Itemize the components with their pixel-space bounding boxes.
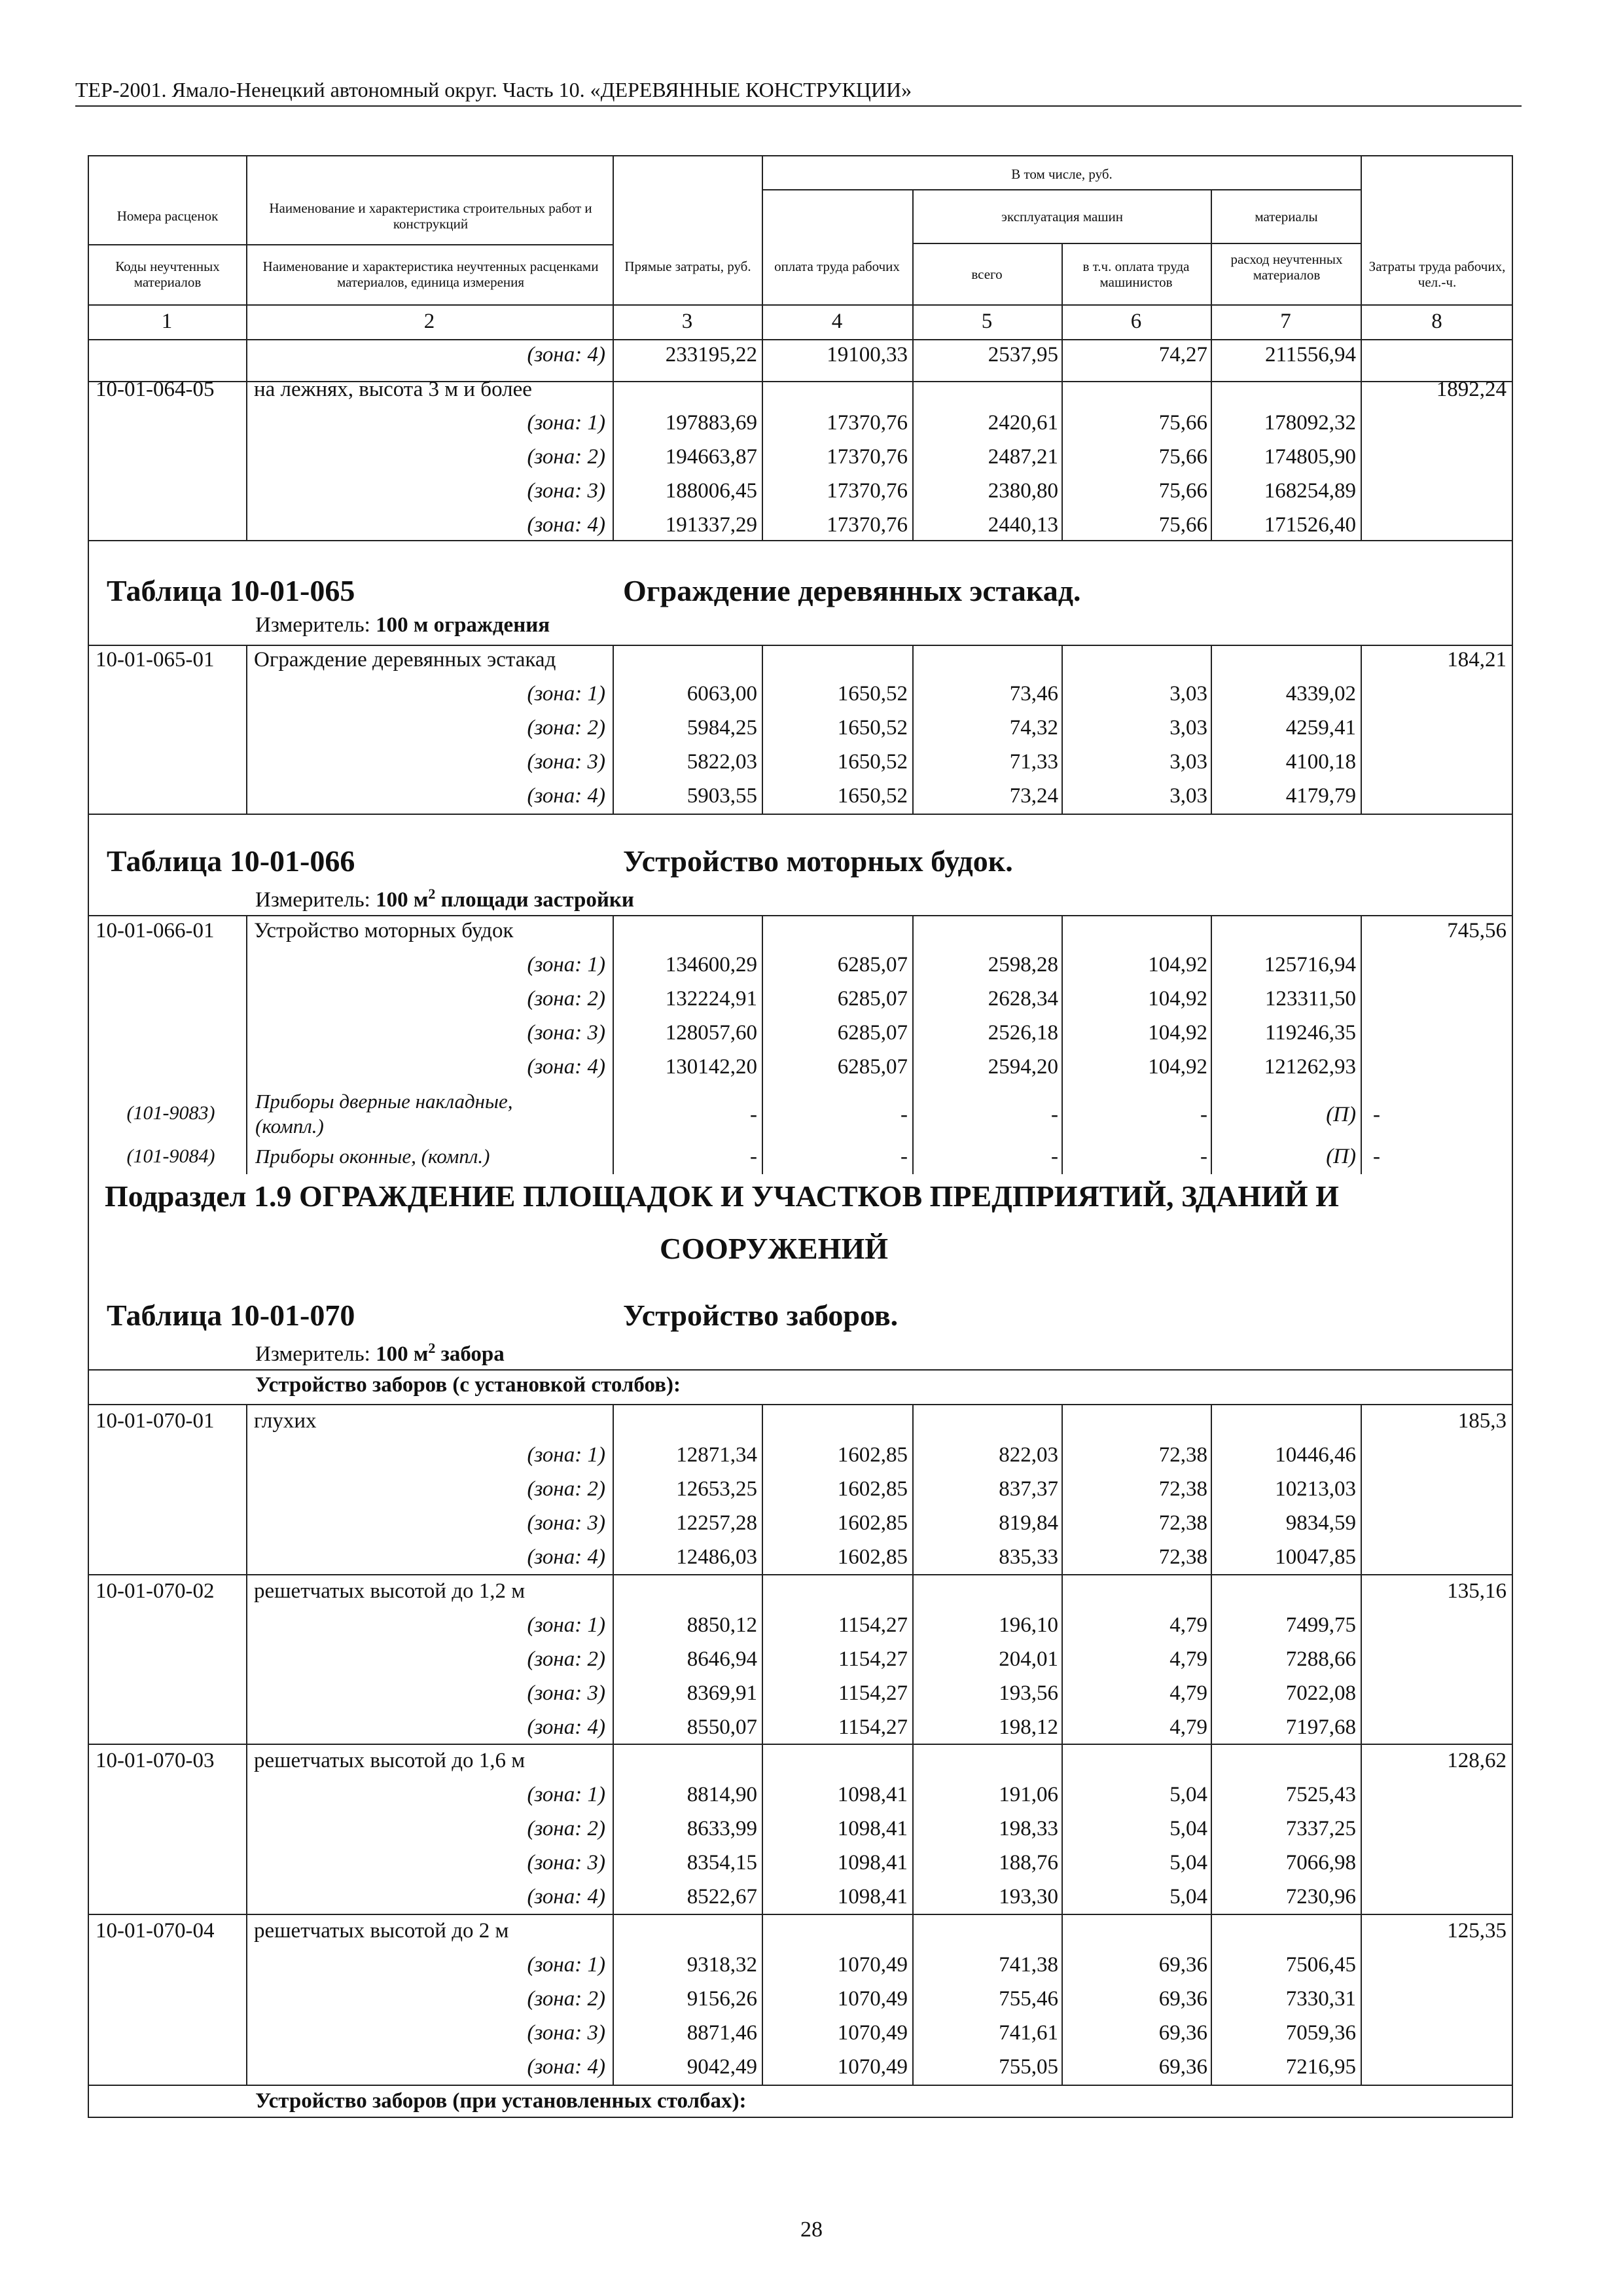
col-number: 5 [981, 310, 993, 333]
measurer-superscript: 2 [428, 1340, 436, 1356]
value-cell: 8354,15 [687, 1851, 757, 1874]
grid-line [88, 814, 1513, 815]
col-header-6: в т.ч. оплата труда машинистов [1082, 259, 1190, 290]
value-cell: 12257,28 [676, 1511, 757, 1535]
zone-label: (зона: 1) [527, 1613, 605, 1637]
value-cell: 1070,49 [837, 2021, 908, 2045]
zone-label: (зона: 2) [527, 1987, 605, 2011]
value-cell: 4179,79 [1285, 784, 1356, 808]
value-cell: 233195,22 [665, 343, 757, 367]
value-cell: - [901, 1103, 908, 1126]
rate-name: решетчатых высотой до 2 м [254, 1919, 509, 1943]
rate-code: 10-01-070-04 [96, 1919, 215, 1943]
zone-label: (зона: 1) [527, 1443, 605, 1467]
value-cell: 19100,33 [827, 343, 908, 367]
grid-line [88, 1744, 1513, 1745]
rate-name: решетчатых высотой до 1,2 м [254, 1579, 526, 1603]
rate-name: Ограждение деревянных эстакад [254, 648, 556, 672]
col-number: 2 [423, 310, 435, 333]
grid-line [762, 645, 763, 814]
value-cell: 1098,41 [837, 1851, 908, 1874]
value-cell: 119246,35 [1264, 1021, 1356, 1045]
value-cell: 196,10 [999, 1613, 1058, 1637]
value-cell: 132224,91 [665, 987, 757, 1011]
value-cell: 1098,41 [837, 1817, 908, 1840]
value-cell: 10047,85 [1275, 1545, 1356, 1569]
value-cell: 198,33 [999, 1817, 1058, 1840]
col-number: 4 [831, 310, 843, 333]
value-cell: 6285,07 [837, 1055, 908, 1079]
group-heading: Устройство заборов (с установкой столбов): [255, 1373, 681, 1397]
value-cell: 3,03 [1169, 750, 1207, 774]
value-cell: 5984,25 [687, 716, 757, 740]
grid-line [246, 155, 247, 540]
value-cell: 4339,02 [1285, 682, 1356, 706]
value-cell: 69,36 [1158, 2021, 1207, 2045]
value-cell: 125716,94 [1264, 953, 1356, 977]
col-header-5: всего [971, 266, 1003, 282]
value-cell: 69,36 [1158, 2055, 1207, 2079]
value-cell: 741,61 [999, 2021, 1058, 2045]
grid-line [912, 243, 1361, 244]
value-cell: 71,33 [1009, 750, 1058, 774]
value-cell: 72,38 [1158, 1545, 1207, 1569]
value-cell: 4,79 [1169, 1647, 1207, 1671]
table-title: Ограждение деревянных эстакад. [623, 574, 1081, 607]
subsection-title: Подраздел 1.9 ОГРАЖДЕНИЕ ПЛОЩАДОК И УЧАСТКОВ ПРЕДПРИЯТИЙ, ЗДАНИЙ И [105, 1179, 1339, 1213]
value-cell: 2380,80 [988, 479, 1058, 503]
value-cell: 4259,41 [1285, 716, 1356, 740]
zone-label: (зона: 1) [527, 953, 605, 977]
value-cell: 204,01 [999, 1647, 1058, 1671]
zone-label: (зона: 3) [527, 2021, 605, 2045]
col-number: 3 [681, 310, 693, 333]
zone-label: (зона: 3) [527, 750, 605, 774]
value-cell: 2487,21 [988, 445, 1058, 469]
labor-cost: 1892,24 [1436, 378, 1507, 401]
grid-line [1061, 915, 1063, 1174]
zone-label: (зона: 2) [527, 1477, 605, 1501]
value-cell: 17370,76 [827, 445, 908, 469]
table-title: Устройство заборов. [623, 1299, 899, 1332]
grid-line [88, 339, 1513, 340]
value-cell: 7330,31 [1285, 1987, 1356, 2011]
material-name: (компл.) [255, 1115, 324, 1138]
rate-name: глухих [254, 1409, 317, 1433]
grid-line [1361, 645, 1362, 814]
value-cell: 8871,46 [687, 2021, 757, 2045]
value-cell: - [1373, 1103, 1380, 1126]
value-cell: 104,92 [1148, 953, 1207, 977]
value-cell: 73,46 [1009, 682, 1058, 706]
value-cell: 7059,36 [1285, 2021, 1356, 2045]
value-cell: 174805,90 [1264, 445, 1356, 469]
zone-label: (зона: 3) [527, 1851, 605, 1874]
rate-code: 10-01-070-02 [96, 1579, 215, 1603]
grid-line [88, 540, 1513, 541]
value-cell: 3,03 [1169, 784, 1207, 808]
value-cell: 2420,61 [988, 411, 1058, 435]
value-cell: 128057,60 [665, 1021, 757, 1045]
value-cell: 2526,18 [988, 1021, 1058, 1045]
value-cell: 191,06 [999, 1783, 1058, 1806]
value-cell: 134600,29 [665, 953, 757, 977]
value-cell: 198,12 [999, 1715, 1058, 1739]
value-cell: 188,76 [999, 1851, 1058, 1874]
zone-label: (зона: 4) [527, 1055, 605, 1079]
value-cell: 4,79 [1169, 1681, 1207, 1705]
value-cell: 75,66 [1158, 411, 1207, 435]
col-header-4: оплата труда рабочих [774, 259, 900, 274]
value-cell: 72,38 [1158, 1511, 1207, 1535]
zone-label: (зона: 3) [527, 1511, 605, 1535]
col-number: 8 [1431, 310, 1442, 333]
measurer [255, 1335, 505, 1367]
value-cell: 8522,67 [687, 1885, 757, 1909]
value-cell: 1650,52 [837, 716, 908, 740]
value-cell: 1650,52 [837, 784, 908, 808]
value-cell: 5,04 [1169, 1851, 1207, 1874]
grid-line [88, 1914, 1513, 1915]
value-cell: 1650,52 [837, 682, 908, 706]
value-cell: 123311,50 [1264, 987, 1356, 1011]
grid-line [1211, 645, 1212, 814]
value-cell: 17370,76 [827, 479, 908, 503]
zone-label: (зона: 1) [527, 1783, 605, 1806]
value-cell: 12871,34 [676, 1443, 757, 1467]
value-cell: 1154,27 [838, 1613, 908, 1637]
page-header: ТЕР-2001. Ямало-Ненецкий автономный округ. Часть 10. «ДЕРЕВЯННЫЕ КОНСТРУКЦИИ» [75, 75, 1522, 107]
value-cell: 4100,18 [1285, 750, 1356, 774]
value-cell: 3,03 [1169, 682, 1207, 706]
value-cell: 193,30 [999, 1885, 1058, 1909]
value-cell: 12486,03 [676, 1545, 757, 1569]
zone-label: (зона: 3) [527, 1021, 605, 1045]
value-cell: 17370,76 [827, 513, 908, 537]
value-cell: 741,38 [999, 1953, 1058, 1977]
value-cell: 8369,91 [687, 1681, 757, 1705]
grid-line [1361, 915, 1362, 1174]
value-cell: 755,05 [999, 2055, 1058, 2079]
col-header-group: В том числе, руб. [1011, 166, 1113, 182]
grid-line [613, 915, 614, 1174]
value-cell: 2440,13 [988, 513, 1058, 537]
col-number: 1 [161, 310, 173, 333]
measurer-unit: 100 м ограждения [376, 613, 550, 637]
value-cell: 72,38 [1158, 1443, 1207, 1467]
grid-line [88, 244, 613, 245]
value-cell: - [1051, 1103, 1058, 1126]
value-cell: 69,36 [1158, 1953, 1207, 1977]
value-cell: 197883,69 [665, 411, 757, 435]
value-cell: - [1200, 1145, 1207, 1168]
material-code: (101-9084) [126, 1145, 215, 1167]
labor-cost: 125,35 [1447, 1919, 1507, 1943]
value-cell: 1602,85 [837, 1511, 908, 1535]
zone-label: (зона: 4) [527, 2055, 605, 2079]
value-cell: 72,38 [1158, 1477, 1207, 1501]
value-cell: 7337,25 [1285, 1817, 1356, 1840]
zone-label: (зона: 2) [527, 716, 605, 740]
grid-line [246, 645, 247, 814]
value-cell: 7525,43 [1285, 1783, 1356, 1806]
value-cell: 194663,87 [665, 445, 757, 469]
subsection-title: СООРУЖЕНИЙ [660, 1232, 888, 1265]
grid-line [912, 189, 914, 540]
grid-line [912, 645, 914, 814]
value-cell: 5822,03 [687, 750, 757, 774]
col-header-materials: материалы [1255, 209, 1318, 224]
value-cell: 4,79 [1169, 1613, 1207, 1637]
value-cell: 8550,07 [687, 1715, 757, 1739]
value-cell: 1602,85 [837, 1477, 908, 1501]
value-cell: - [1373, 1145, 1380, 1168]
col-header-1-top: Номера расценок [116, 208, 219, 224]
value-cell: 1154,27 [838, 1647, 908, 1671]
measurer-prefix: Измеритель: [255, 1342, 376, 1366]
measurer [255, 612, 550, 638]
value-cell: 7066,98 [1285, 1851, 1356, 1874]
grid-line [762, 189, 1361, 190]
grid-line [1211, 189, 1212, 540]
zone-label: (зона: 1) [527, 682, 605, 706]
zone-label: (зона: 2) [527, 1817, 605, 1840]
value-cell: 1070,49 [837, 2055, 908, 2079]
value-cell: 2537,95 [988, 343, 1058, 367]
zone-label: (зона: 4) [527, 1545, 605, 1569]
measurer-prefix: Измеритель: [255, 613, 376, 637]
table-number: Таблица 10-01-065 [107, 574, 355, 607]
grid-line [1361, 155, 1362, 540]
measurer-superscript: 2 [428, 886, 436, 902]
value-cell: 6285,07 [837, 1021, 908, 1045]
value-cell: 7506,45 [1285, 1953, 1356, 1977]
grid-line [1211, 915, 1212, 1174]
value-cell: 7216,95 [1285, 2055, 1356, 2079]
value-cell: 7022,08 [1285, 1681, 1356, 1705]
zone-label: (зона: 1) [527, 411, 605, 435]
col-header-machines: эксплуатация машин [1001, 209, 1123, 224]
zone-label: (зона: 4) [527, 1885, 605, 1909]
value-cell: 130142,20 [665, 1055, 757, 1079]
value-cell: 837,37 [999, 1477, 1058, 1501]
value-cell: 1154,27 [838, 1681, 908, 1705]
value-cell: 75,66 [1158, 479, 1207, 503]
zone-label: (зона: 1) [527, 1953, 605, 1977]
zone-label: (зона: 4) [527, 1715, 605, 1739]
value-cell: 1650,52 [837, 750, 908, 774]
value-cell: 9318,32 [687, 1953, 757, 1977]
labor-cost: 745,56 [1447, 919, 1507, 942]
value-cell: 8633,99 [687, 1817, 757, 1840]
value-cell: 8850,12 [687, 1613, 757, 1637]
table-title: Устройство моторных будок. [623, 844, 1013, 878]
grid-line [613, 155, 614, 540]
zone-label: (зона: 2) [527, 987, 605, 1011]
grid-line [88, 915, 1513, 916]
value-cell: 6285,07 [837, 953, 908, 977]
value-cell: 171526,40 [1264, 513, 1356, 537]
value-cell: 7197,68 [1285, 1715, 1356, 1739]
value-cell: - [1051, 1145, 1058, 1168]
rate-name: решетчатых высотой до 1,6 м [254, 1749, 526, 1772]
grid-line [246, 915, 247, 1174]
value-cell: 168254,89 [1264, 479, 1356, 503]
value-cell: 6285,07 [837, 987, 908, 1011]
value-cell: 121262,93 [1264, 1055, 1356, 1079]
measurer-unit: 100 м [376, 888, 429, 912]
value-cell: 75,66 [1158, 445, 1207, 469]
measurer-suffix: забора [435, 1342, 505, 1366]
value-cell: 5,04 [1169, 1817, 1207, 1840]
value-cell: 2598,28 [988, 953, 1058, 977]
col-number: 6 [1130, 310, 1142, 333]
col-header-1-bottom: Коды неучтенных материалов [115, 259, 220, 290]
grid-line [88, 1574, 1513, 1575]
value-cell: 1602,85 [837, 1443, 908, 1467]
value-cell: 4,79 [1169, 1715, 1207, 1739]
grid-line [88, 1369, 1513, 1371]
value-cell: 104,92 [1148, 1055, 1207, 1079]
grid-line [762, 915, 763, 1174]
grid-line [1061, 645, 1063, 814]
page-number: 28 [800, 2217, 823, 2242]
grid-line [88, 304, 1513, 306]
value-cell: 7230,96 [1285, 1885, 1356, 1909]
measurer-suffix: площади застройки [435, 888, 634, 912]
labor-cost: 185,3 [1457, 1409, 1507, 1433]
col-header-2-bottom: Наименование и характеристика неучтенных расценками материалов, единица измерения [262, 259, 599, 290]
rate-code: 10-01-070-01 [96, 1409, 215, 1433]
zone-label: (зона: 2) [527, 1647, 605, 1671]
zone-label: (зона: 3) [527, 1681, 605, 1705]
value-cell: 17370,76 [827, 411, 908, 435]
value-cell: 69,36 [1158, 1987, 1207, 2011]
labor-cost: 128,62 [1447, 1749, 1507, 1772]
value-cell: 6063,00 [687, 682, 757, 706]
zone-label: (зона: 4) [527, 343, 605, 367]
labor-cost: 135,16 [1447, 1579, 1507, 1603]
value-cell: - [1200, 1103, 1207, 1126]
value-cell: 5,04 [1169, 1885, 1207, 1909]
value-cell: 191337,29 [665, 513, 757, 537]
value-cell: 8814,90 [687, 1783, 757, 1806]
rate-code: 10-01-065-01 [96, 648, 215, 672]
value-cell: 178092,32 [1264, 411, 1356, 435]
labor-cost: 184,21 [1447, 648, 1507, 672]
grid-line [613, 645, 614, 814]
table-number: Таблица 10-01-066 [107, 844, 355, 878]
value-cell: 1098,41 [837, 1783, 908, 1806]
measurer-unit: 100 м [376, 1342, 429, 1366]
value-cell: 193,56 [999, 1681, 1058, 1705]
value-cell: 1154,27 [838, 1715, 908, 1739]
value-cell: 2628,34 [988, 987, 1058, 1011]
value-cell: 1070,49 [837, 1987, 908, 2011]
table-number: Таблица 10-01-070 [107, 1299, 355, 1332]
material-name: Приборы оконные, (компл.) [255, 1145, 490, 1168]
value-cell: 7288,66 [1285, 1647, 1356, 1671]
zone-label: (зона: 4) [527, 513, 605, 537]
rate-code: 10-01-066-01 [96, 919, 215, 942]
value-cell: 1602,85 [837, 1545, 908, 1569]
value-cell: 819,84 [999, 1511, 1058, 1535]
value-cell: (П) [1326, 1103, 1356, 1126]
value-cell: 10446,46 [1275, 1443, 1356, 1467]
value-cell: 9834,59 [1285, 1511, 1356, 1535]
value-cell: 755,46 [999, 1987, 1058, 2011]
grid-line [88, 1404, 1513, 1405]
zone-label: (зона: 2) [527, 445, 605, 469]
col-header-2-top: Наименование и характеристика строительных работ и конструкций [269, 200, 592, 232]
value-cell: 10213,03 [1275, 1477, 1356, 1501]
measurer-prefix: Измеритель: [255, 888, 376, 912]
value-cell: 9156,26 [687, 1987, 757, 2011]
grid-line [912, 915, 914, 1174]
col-header-8: Затраты труда рабочих, чел.-ч. [1368, 259, 1506, 290]
zone-label: (зона: 3) [527, 479, 605, 503]
value-cell: 2594,20 [988, 1055, 1058, 1079]
value-cell: 12653,25 [676, 1477, 757, 1501]
rate-name: на лежнях, высота 3 м и более [254, 378, 532, 401]
value-cell: 3,03 [1169, 716, 1207, 740]
grid-line [1061, 243, 1063, 540]
value-cell: 75,66 [1158, 513, 1207, 537]
value-cell: 7499,75 [1285, 1613, 1356, 1637]
value-cell: 73,24 [1009, 784, 1058, 808]
col-header-3: Прямые затраты, руб. [624, 259, 751, 274]
rate-code: 10-01-064-05 [96, 378, 215, 401]
rate-code: 10-01-070-03 [96, 1749, 215, 1772]
grid-line [762, 155, 763, 540]
value-cell: 1070,49 [837, 1953, 908, 1977]
value-cell: 188006,45 [665, 479, 757, 503]
value-cell: (П) [1326, 1145, 1356, 1168]
col-header-7: расход неучтенных материалов [1230, 251, 1343, 283]
value-cell: - [901, 1145, 908, 1168]
rate-name: Устройство моторных будок [254, 919, 514, 942]
col-number: 7 [1280, 310, 1291, 333]
value-cell: 1098,41 [837, 1885, 908, 1909]
value-cell: 5,04 [1169, 1783, 1207, 1806]
value-cell: 211556,94 [1264, 343, 1356, 367]
material-name: Приборы дверные накладные, [255, 1090, 513, 1113]
measurer [255, 881, 634, 913]
value-cell: 8646,94 [687, 1647, 757, 1671]
zone-label: (зона: 4) [527, 784, 605, 808]
value-cell: 9042,49 [687, 2055, 757, 2079]
value-cell: 74,32 [1009, 716, 1058, 740]
material-code: (101-9083) [126, 1102, 215, 1124]
value-cell: 835,33 [999, 1545, 1058, 1569]
value-cell: 822,03 [999, 1443, 1058, 1467]
group-heading: Устройство заборов (при установленных столбах): [255, 2089, 747, 2113]
value-cell: 74,27 [1158, 343, 1207, 367]
value-cell: 104,92 [1148, 987, 1207, 1011]
value-cell: - [750, 1145, 757, 1168]
grid-line [88, 2085, 1513, 2086]
value-cell: 5903,55 [687, 784, 757, 808]
value-cell: - [750, 1103, 757, 1126]
value-cell: 104,92 [1148, 1021, 1207, 1045]
